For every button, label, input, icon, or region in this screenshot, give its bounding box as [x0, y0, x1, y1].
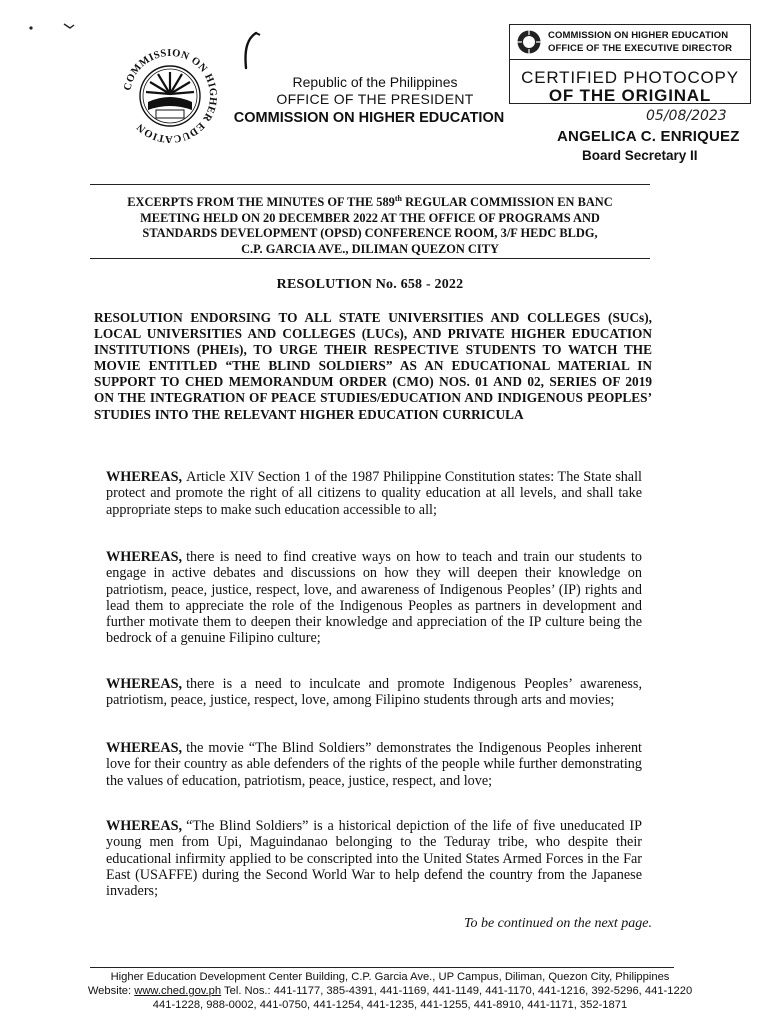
seal-text: COMMISSION ON HIGHER EDUCATION: [122, 47, 219, 145]
whereas-label: WHEREAS,: [106, 469, 183, 485]
whereas-paragraph-2: [106, 549, 642, 647]
paragraph-text: “The Blind Soldiers” is a historical depiction of the life of five uneducated IP young men from Upi, Maguindanao belonging to the Teduray tribe, who despite their educational infirmity applied to be conscripted into the United States Armed Forces in the Far East (USAFFE) during the Second World War to help defend the country from the Japanese invaders;: [106, 818, 642, 900]
stamp-header: [509, 24, 751, 60]
certified-line1: CERTIFIED PHOTOCOPY: [521, 68, 739, 87]
office-line: OFFICE OF THE PRESIDENT: [276, 91, 474, 107]
republic-line: Republic of the Philippines: [292, 74, 458, 90]
signatory-name: ANGELICA C. ENRIQUEZ: [557, 128, 740, 145]
divider-bottom: [90, 258, 650, 259]
paragraph-text: Article XIV Section 1 of the 1987 Philippine Constitution states: The State shall protect and promote the right of all citizens to quality education at all levels, and shall take appropriate steps to make such education accessible to all;: [106, 469, 642, 518]
svg-text:COMMISSION ON HIGHER EDUCATION: [122, 48, 218, 144]
stamp-date: 05/08/2023: [646, 108, 727, 124]
handwritten-mark: [240, 30, 262, 72]
excerpt-line4: C.P. GARCIA AVE., DILIMAN QUEZON CITY: [241, 241, 499, 256]
certified-stamp: [509, 60, 751, 104]
website-label: Website:: [87, 985, 132, 997]
divider-top: [90, 184, 650, 185]
whereas-paragraph-1: [106, 469, 642, 518]
ched-seal-icon: [118, 44, 222, 148]
whereas-label: WHEREAS,: [106, 676, 183, 692]
paragraph-text: the movie “The Blind Soldiers” demonstrates the Indigenous Peoples inherent love for their country as able defenders of the rights of the people while further demonstrating the values of education, patriotism, peace, justice, respect, and love;: [106, 740, 642, 789]
website-link[interactable]: www.ched.gov.ph: [134, 985, 222, 997]
signatory-title: Board Secretary II: [582, 148, 698, 163]
stamp-org-line2: OFFICE OF THE EXECUTIVE DIRECTOR: [548, 43, 733, 54]
telephone-numbers: Tel. Nos.: 441-1177, 385-4391, 441-1169, 441-1149, 441-1170, 441-1216, 392-5296, 441-1220: [224, 985, 693, 997]
resolution-title: RESOLUTION ENDORSING TO ALL STATE UNIVERSITIES AND COLLEGES (SUCs), LOCAL UNIVERSITIES AND COLLEGES (LUCs), AND PRIVATE HIGHER EDUCATION INSTITUTIONS (PHEIs), TO URGE THEIR RESPECTIVE STUDENTS TO WATCH THE MOVIE ENTITLED “THE BLIND SOLDIERS” AS AN EDUCATIONAL MATERIAL IN SUPPORT TO CHED MEMORANDUM ORDER (CMO) NOS. 01 AND 02, SERIES OF 2019 ON THE INTEGRATION OF PEACE STUDIES/EDUCATION AND INDIGENOUS PEOPLES’ STUDIES INTO THE RELEVANT HIGHER EDUCATION CURRICULA: [94, 310, 652, 422]
paragraph-text: there is need to find creative ways on how to teach and train our students to engage in active debates and discussions on how they will deepen their knowledge on patriotism, peace, justice, respect, love, and awareness of Indigenous Peoples’ (IP) rights and lead them to appreciate the role of the Indigenous Peoples as partners in development and further motivate them to deepen their knowledge and appreciation of the IP culture being the bedrock of a genuine Filipino culture;: [106, 549, 642, 647]
whereas-paragraph-3: [106, 676, 642, 709]
stamp-org-line1: COMMISSION ON HIGHER EDUCATION: [548, 30, 729, 41]
continued-note: To be continued on the next page.: [463, 916, 652, 931]
whereas-label: WHEREAS,: [106, 549, 183, 565]
footer-address: Higher Education Development Center Building, C.P. Garcia Ave., UP Campus, Diliman, Quezon City, Philippines: [110, 971, 670, 983]
whereas-paragraph-4: [106, 740, 642, 789]
paragraph-text: there is a need to inculcate and promote Indigenous Peoples’ awareness, patriotism, peace, justice, respect, love, among Filipino students through arts and movies;: [106, 676, 642, 709]
whereas-paragraph-5: [106, 818, 642, 899]
stamp-organization: [548, 29, 732, 55]
resolution-number: RESOLUTION No. 658 - 2022: [276, 277, 464, 292]
scan-specks: [28, 20, 88, 37]
footer-contacts: [40, 984, 740, 998]
whereas-label: WHEREAS,: [106, 818, 183, 834]
excerpt-line3: STANDARDS DEVELOPMENT (OPSD) CONFERENCE ROOM, 3/F HEDC BLDG,: [142, 226, 598, 241]
certified-line2: OF THE ORIGINAL: [548, 86, 712, 105]
excerpt-line1: EXCERPTS FROM THE MINUTES OF THE 589th REGULAR COMMISSION EN BANC: [127, 194, 613, 210]
whereas-label: WHEREAS,: [106, 740, 183, 756]
letterhead: [225, 74, 525, 128]
stamp-seal-icon: [516, 29, 542, 55]
excerpt-line2: MEETING HELD ON 20 DECEMBER 2022 AT THE OFFICE OF PROGRAMS AND: [140, 210, 600, 225]
footer-telephone-2: 441-1228, 988-0002, 441-0750, 441-1254, 441-1235, 441-1255, 441-8910, 441-1171, 352-1871: [152, 999, 628, 1011]
footer-divider: [90, 967, 674, 968]
commission-line: COMMISSION ON HIGHER EDUCATION: [233, 110, 505, 126]
minutes-excerpt-heading: [92, 191, 648, 257]
